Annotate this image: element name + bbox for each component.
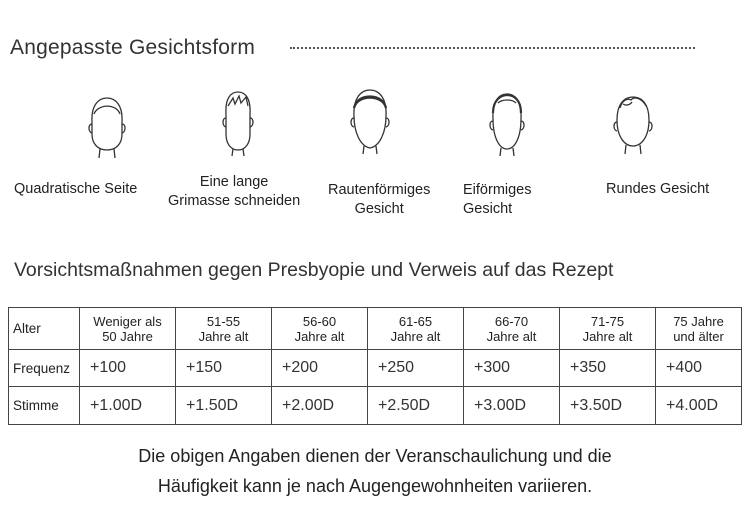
dotted-divider [290, 47, 695, 49]
diopter-cell: +4.00D [656, 387, 742, 425]
face-label-oval: Eiförmiges Gesicht [463, 182, 532, 217]
oval-face-icon [482, 89, 532, 159]
frequency-cell: +150 [176, 350, 272, 387]
age-cell: 75 Jahre und älter [656, 308, 742, 350]
row-label-age: Alter [9, 308, 80, 350]
frequency-cell: +350 [560, 350, 656, 387]
face-label-square: Quadratische Seite [14, 181, 138, 197]
footnote: Die obigen Angaben dienen der Veranschaulichung und die Häufigkeit kann je nach Augengewohnheiten variieren. [138, 446, 612, 496]
frequency-cell: +400 [656, 350, 742, 387]
square-face-icon [82, 92, 132, 162]
row-label-frequency: Frequenz [9, 350, 80, 387]
frequency-cell: +300 [464, 350, 560, 387]
face-label-round: Rundes Gesicht [606, 181, 710, 197]
age-cell: Weniger als 50 Jahre [80, 308, 176, 350]
face-label-long: Eine lange Grimasse schneiden [168, 174, 301, 209]
table-row-diopter [9, 387, 742, 425]
frequency-cell: +100 [80, 350, 176, 387]
diopter-cell: +1.00D [80, 387, 176, 425]
table-row-frequency [9, 350, 742, 387]
row-label-diopter: Stimme [9, 387, 80, 425]
long-face-icon [213, 88, 263, 158]
age-cell: 56-60 Jahre alt [272, 308, 368, 350]
frequency-cell: +200 [272, 350, 368, 387]
face-label-diamond: Rautenförmiges Gesicht [328, 182, 431, 217]
section-title-face-shapes: Angepasste Gesichtsform [10, 36, 256, 59]
diopter-cell: +2.00D [272, 387, 368, 425]
age-cell: 66-70 Jahre alt [464, 308, 560, 350]
diopter-cell: +2.50D [368, 387, 464, 425]
frequency-cell: +250 [368, 350, 464, 387]
age-cell: 51-55 Jahre alt [176, 308, 272, 350]
age-cell: 71-75 Jahre alt [560, 308, 656, 350]
age-cell: 61-65 Jahre alt [368, 308, 464, 350]
section-title-presbyopia: Vorsichtsmaßnahmen gegen Presbyopie und Verweis auf das Rezept [14, 259, 614, 281]
diopter-cell: +3.50D [560, 387, 656, 425]
round-face-icon [608, 90, 658, 160]
prescription-table [8, 307, 742, 425]
diopter-cell: +3.00D [464, 387, 560, 425]
table-row-age [9, 308, 742, 350]
diopter-cell: +1.50D [176, 387, 272, 425]
diamond-face-icon [345, 86, 395, 156]
